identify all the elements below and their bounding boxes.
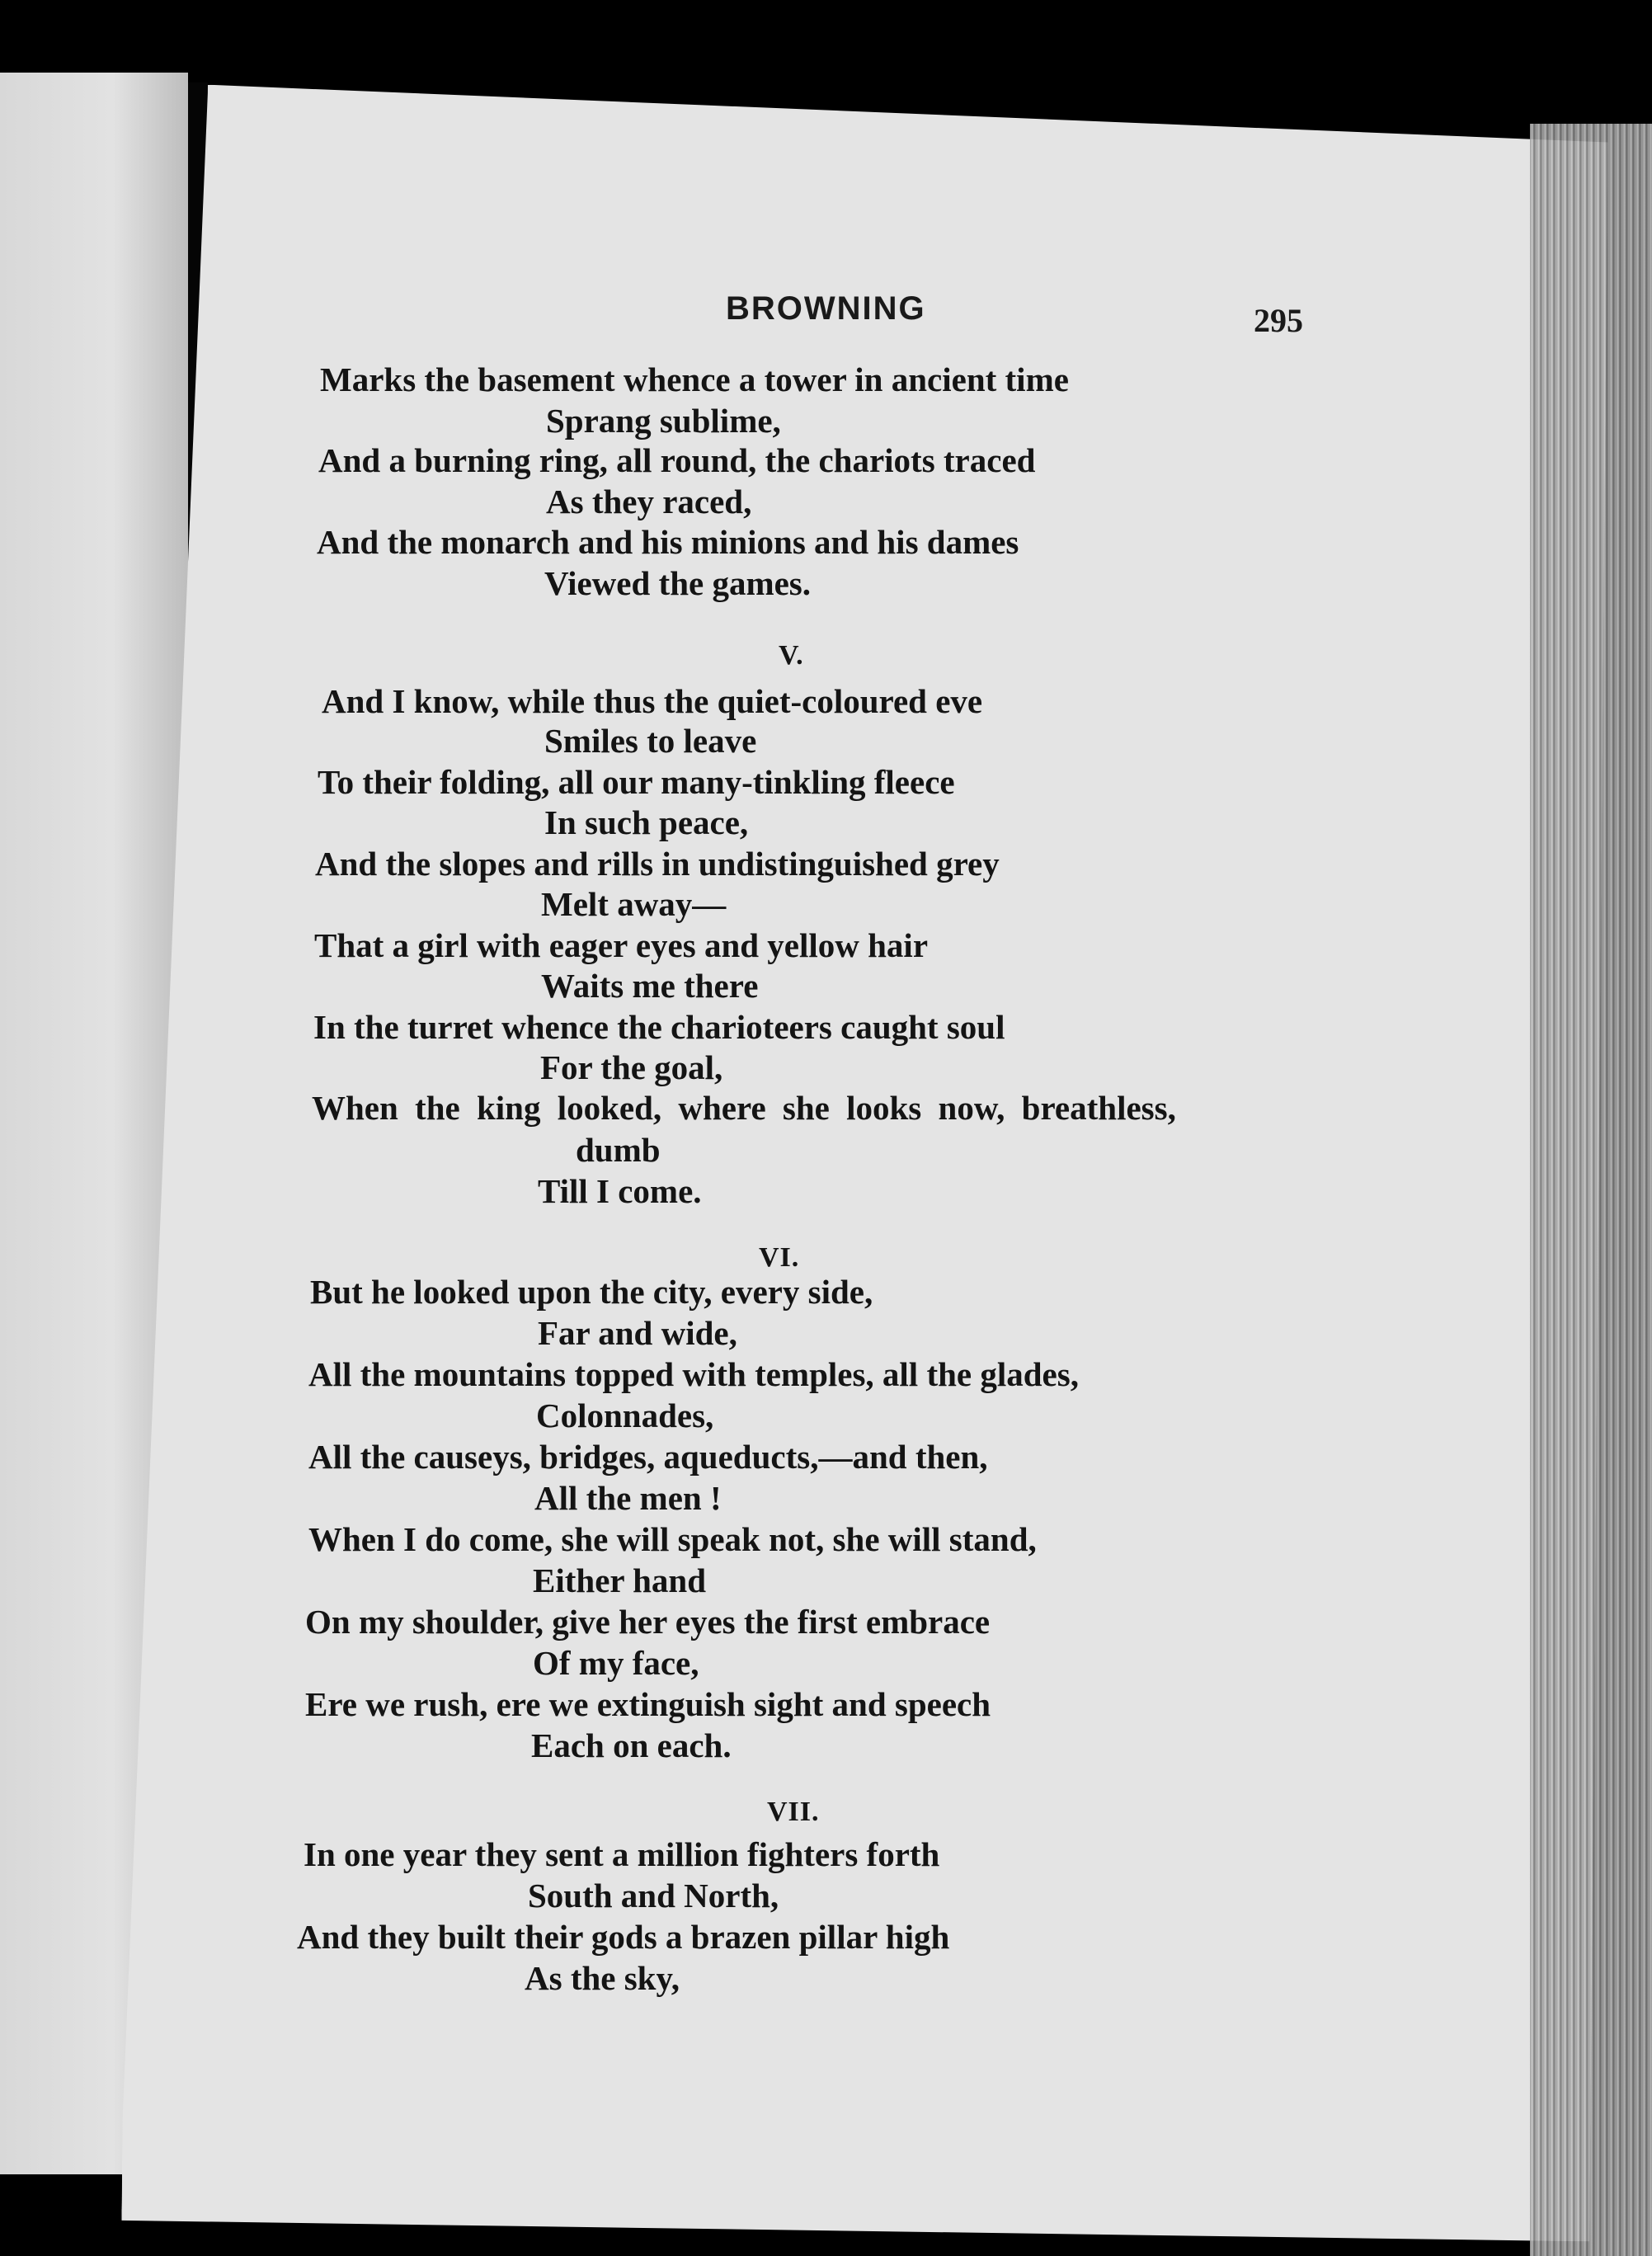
running-head: BROWNING bbox=[726, 290, 926, 327]
poem-line: Either hand bbox=[533, 1561, 707, 1599]
poem-line: As the sky, bbox=[525, 1959, 680, 1997]
poem-line: As they raced, bbox=[546, 483, 752, 520]
poem-line: And a burning ring, all round, the chariots traced bbox=[318, 441, 1036, 479]
poem-line: To their folding, all our many-tinkling fleece bbox=[318, 763, 955, 801]
poem-line: When the king looked, where she looks now, breathless, bbox=[312, 1089, 1176, 1127]
poem-line: Marks the basement whence a tower in ancient time bbox=[320, 360, 1069, 398]
stanza-number: VII. bbox=[767, 1797, 820, 1827]
poem-line: That a girl with eager eyes and yellow hair bbox=[314, 926, 929, 964]
poem-line: Smiles to leave bbox=[544, 722, 757, 760]
stanza-number: V. bbox=[779, 640, 804, 671]
poem-line: Sprang sublime, bbox=[546, 402, 781, 440]
poem-line: Melt away— bbox=[541, 885, 727, 923]
poem-line: All the causeys, bridges, aqueducts,—and then, bbox=[308, 1438, 988, 1476]
poem-line: Colonnades, bbox=[536, 1396, 714, 1434]
poem-line: Till I come. bbox=[538, 1172, 702, 1210]
poem-line: And the slopes and rills in undistinguished grey bbox=[315, 845, 1000, 883]
poem-line: For the goal, bbox=[540, 1048, 723, 1086]
poem-line: And I know, while thus the quiet-coloured eve bbox=[322, 682, 983, 720]
poem-line: When I do come, she will speak not, she will stand, bbox=[308, 1520, 1037, 1558]
poem-line: On my shoulder, give her eyes the first embrace bbox=[305, 1603, 991, 1641]
poem-line: But he looked upon the city, every side, bbox=[310, 1273, 873, 1311]
poem-line: Viewed the games. bbox=[544, 564, 811, 602]
poem-line: And the monarch and his minions and his dames bbox=[317, 523, 1019, 561]
poem-line: In such peace, bbox=[544, 803, 749, 841]
poem-line: Ere we rush, ere we extinguish sight and speech bbox=[305, 1685, 991, 1723]
poem-line: Of my face, bbox=[533, 1644, 699, 1682]
poem-line: South and North, bbox=[528, 1877, 779, 1915]
poem-line: In one year they sent a million fighters forth bbox=[304, 1835, 940, 1873]
poem-line: Each on each. bbox=[531, 1726, 732, 1764]
poem-line: All the mountains topped with temples, all the glades, bbox=[308, 1355, 1079, 1393]
poem-line: dumb bbox=[576, 1131, 661, 1169]
poem-line: All the men ! bbox=[534, 1479, 722, 1517]
poem-line: Waits me there bbox=[541, 967, 759, 1005]
stanza-number: VI. bbox=[759, 1242, 800, 1273]
poem-line: And they built their gods a brazen pillar high bbox=[297, 1918, 950, 1956]
page-number: 295 bbox=[1254, 302, 1303, 339]
poem-line: Far and wide, bbox=[538, 1314, 737, 1352]
poem-line: In the turret whence the charioteers caught soul bbox=[313, 1008, 1005, 1046]
